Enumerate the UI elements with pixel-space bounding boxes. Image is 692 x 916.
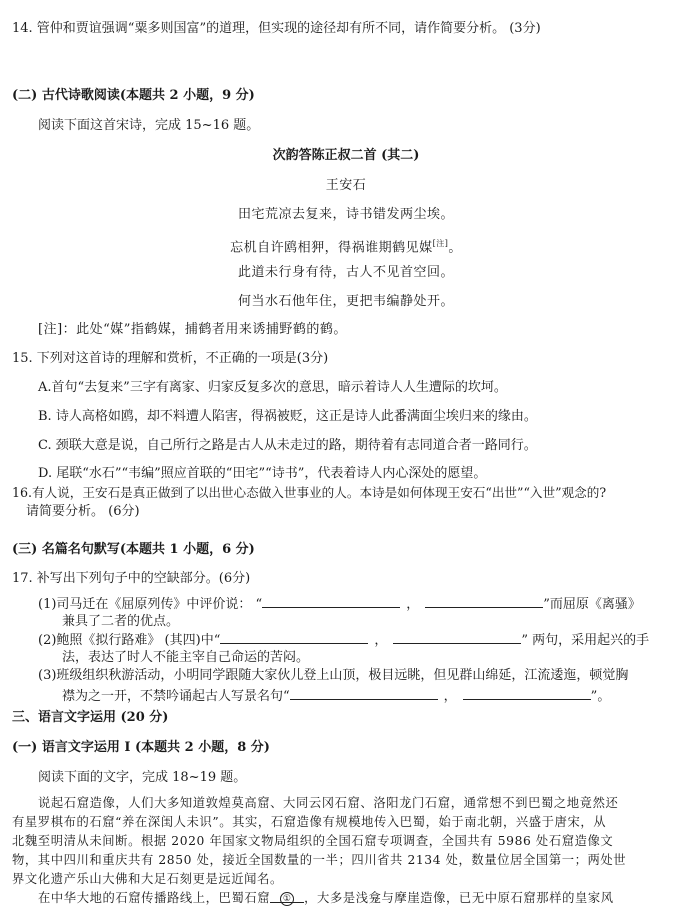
- answer-blank-p1[interactable]: [270, 890, 304, 903]
- part-3-heading: 三、语言文字运用 (20 分): [12, 710, 169, 725]
- poem-author: 王安石: [325, 178, 367, 193]
- dictation-item-3-cont: [62, 687, 610, 705]
- item-3-comma: ，: [443, 689, 457, 704]
- poem-line-4: 何当水石他年住，更把韦编静处开。: [237, 294, 454, 309]
- item-1-comma: ，: [406, 597, 420, 612]
- poem-note: [注]：此处“媒”指鹤媒，捕鹤者用来诱捕野鹤的鹤。: [38, 322, 347, 337]
- poem-title: 次韵答陈正叔二首 (其二): [272, 148, 420, 163]
- item-2-comma: ，: [374, 633, 388, 648]
- question-16-line-2: 请简要分析。 (6分): [26, 504, 140, 519]
- answer-blank-3a[interactable]: [290, 687, 438, 700]
- language-use-heading: (一) 语言文字运用 I (本题共 2 小题，8 分): [12, 740, 270, 755]
- dictation-item-1-cont: 兼具了二者的优点。: [62, 614, 180, 629]
- option-a: A.首句“去复来”三字有离家、归家反复多次的意思，暗示着诗人人生遭际的坎坷。: [38, 380, 507, 395]
- item-3-prompt: 襟为之一开，不禁吟诵起古人写景名句“: [62, 689, 290, 704]
- item-3-tail: ”。: [590, 689, 611, 704]
- question-16-line-1: 16.有人说，王安石是真正做到了以出世心态做入世事业的人。本诗是如何体现王安石“出世”“入世”观念的?: [12, 485, 607, 500]
- item-1-tail: ”而屈原《离骚》: [543, 597, 641, 612]
- passage-line-6: [38, 890, 614, 906]
- question-14: 14. 管仲和贾谊强调“粟多则国富”的道理，但实现的途径却有所不同，请作简要分析。 (3分): [12, 21, 541, 36]
- poem-line-2-text: 忘机自许鸥相狎，得祸谁期鹤见媒: [230, 240, 433, 256]
- dictation-item-2: [38, 631, 649, 649]
- item-1-prompt: (1)司马迁在《屈原列传》中评价说： “: [38, 597, 263, 612]
- item-2-prompt: (2)鲍照《拟行路难》 (其四)中“: [38, 633, 221, 648]
- dictation-item-3: (3)班级组织秋游活动，小明同学跟随大家伙儿登上山顶，极目远眺，但见群山绵延，江流逶迤，顿觉胸: [38, 668, 629, 683]
- poem-line-3: 此道未行身有待，古人不见首空回。: [237, 265, 454, 280]
- blank-number-1: ①: [280, 892, 294, 906]
- answer-blank-1a[interactable]: [262, 595, 400, 608]
- item-2-tail: ” 两句，采用起兴的手: [521, 633, 650, 648]
- question-15: 15. 下列对这首诗的理解和赏析，不正确的一项是(3分): [12, 351, 329, 366]
- dictation-item-1: [38, 595, 641, 613]
- option-c: C. 颈联大意是说，自己所行之路是古人从未走过的路，期待着有志同道合者一路同行。: [38, 438, 537, 453]
- dictation-item-2-cont: 法，表达了时人不能主宰自己命运的苦闷。: [62, 650, 310, 665]
- option-d: D. 尾联“水石”“韦编”照应首联的“田宅”“诗书”，代表着诗人内心深处的愿望。: [38, 466, 487, 481]
- passage-line-4: 物，其中四川和重庆共有 2850 处，接近全国数量的一半；四川省共 2134 处，数量位居全国第一；两处世: [12, 853, 627, 867]
- section-heading-poetry: (二) 古代诗歌阅读(本题共 2 小题，9 分): [12, 88, 255, 103]
- poem-line-1: 田宅荒凉去复来，诗书错发两尘埃。: [237, 207, 454, 222]
- note-marker: [注]: [432, 239, 449, 248]
- answer-blank-2b[interactable]: [393, 631, 521, 644]
- passage-line-6-end: ，大多是浅龛与摩崖造像，已无中原石窟那样的皇家风: [304, 891, 614, 905]
- answer-blank-3b[interactable]: [463, 687, 591, 700]
- section-heading-dictation: (三) 名篇名句默写(本题共 1 小题，6 分): [12, 542, 255, 557]
- passage-line-6-start: 在中华大地的石窟传播路线上，巴蜀石窟: [38, 891, 271, 905]
- poetry-intro: 阅读下面这首宋诗，完成 15~16 题。: [38, 118, 260, 133]
- answer-blank-1b[interactable]: [425, 595, 543, 608]
- passage-line-5: 界文化遗产乐山大佛和大足石刻更是远近闻名。: [12, 872, 283, 886]
- language-intro: 阅读下面的文字，完成 18~19 题。: [38, 770, 247, 785]
- poem-line-2: [0, 236, 692, 256]
- passage-line-1: 说起石窟造像，人们大多知道敦煌莫高窟、大同云冈石窟、洛阳龙门石窟，通常想不到巴蜀之地竟然还: [38, 796, 619, 810]
- answer-blank-2a[interactable]: [220, 631, 368, 644]
- passage-line-2: 有星罗棋布的石窟“养在深闺人未识”。其实，石窟造像有规模地传入巴蜀，始于南北朝，兴盛于唐宋，从: [12, 815, 607, 829]
- passage-line-3: 北魏至明清从未间断。根据 2020 年国家文物局组织的全国石窟专项调查，全国共有 5986 处石窟造像文: [12, 834, 614, 848]
- option-b: B. 诗人高格如鸥，却不料遭人陷害，得祸被贬，这正是诗人此番满面尘埃归来的缘由。: [38, 409, 537, 424]
- question-17: 17. 补写出下列句子中的空缺部分。(6分): [12, 571, 251, 586]
- poem-line-2-end: 。: [448, 240, 462, 256]
